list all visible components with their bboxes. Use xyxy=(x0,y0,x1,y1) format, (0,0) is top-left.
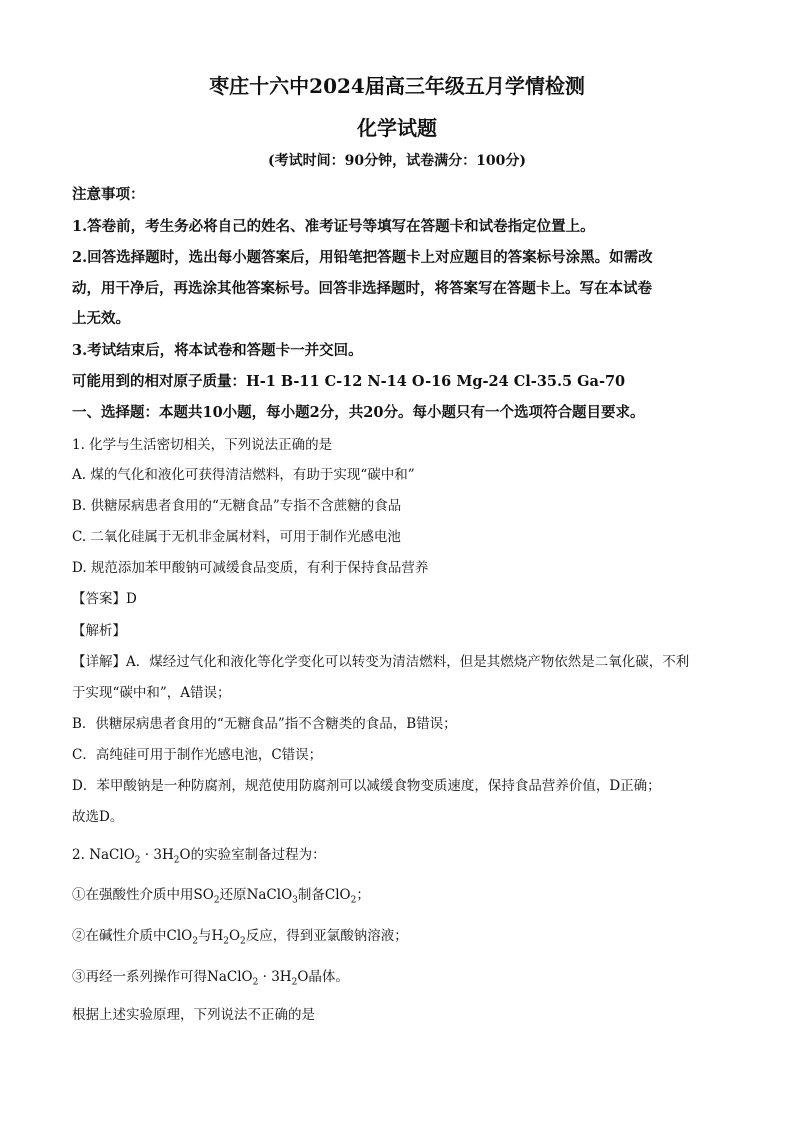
q1-option-c: C. 二氧化硅属于无机非金属材料，可用于制作光感电池 xyxy=(72,529,401,545)
q1-analysis-label: 【解析】 xyxy=(72,623,126,639)
exam-info: (考试时间：90分钟，试卷满分：100分) xyxy=(268,153,526,169)
note-item-2-line-2: 动，用干净后，再选涂其他答案标号。回答非选择题时，将答案写在答题卡上。写在本试卷 xyxy=(72,280,652,297)
q2-step-2: ②在碱性介质中ClO$_2$与$H_2O_2$反应，得到亚氯酸钠溶液； xyxy=(72,928,408,947)
q1-detail-line-2: 于实现“碳中和”，A错误； xyxy=(72,685,231,701)
q1-option-a: A. 煤的气化和液化可获得清洁燃料，有助于实现“碳中和” xyxy=(72,467,415,483)
q2-stem xyxy=(72,843,326,866)
q1-conclusion: 故选D。 xyxy=(72,809,124,825)
q2-stem-text: 的实验室制备过程为： xyxy=(190,847,326,863)
q1-answer: 【答案】D xyxy=(72,591,137,607)
exam-title: 枣庄十六中2024届高三年级五月学情检测 xyxy=(209,74,585,98)
q2-question: 根据上述实验原理，下列说法不正确的是 xyxy=(72,1007,315,1023)
q1-option-b: B. 供糖尿病患者食用的“无糖食品”专指不含蔗糖的食品 xyxy=(72,498,402,514)
q1-stem: 1. 化学与生活密切相关，下列说法正确的是 xyxy=(72,437,333,453)
q1-detail-b: B．供糖尿病患者食用的“无糖食品”指不含糖类的食品，B错误； xyxy=(72,716,457,732)
q2-step-3: ③再经一系列操作可得NaClO$_2$ · $3H_2O$晶体。 xyxy=(72,969,349,988)
q2-number: 2. xyxy=(72,847,85,863)
atomic-mass-line: 可能用到的相对原子质量：H-1 B-11 C-12 N-14 O-16 Mg-24 Cl-35.5 Ga-70 xyxy=(72,373,626,390)
note-item-2-line-3: 上无效。 xyxy=(72,310,130,327)
note-item-3: 3.考试结束后，将本试卷和答题卡一并交回。 xyxy=(72,342,363,359)
section-1-heading: 一、选择题：本题共10小题，每小题2分，共20分。每小题只有一个选项符合题目要求。 xyxy=(72,404,645,421)
q1-detail-line-1: 【详解】A．煤经过气化和液化等化学变化可以转变为清洁燃料，但是其燃烧产物依然是二氧化碳，不利 xyxy=(72,654,690,670)
note-item-2-line-1: 2.回答选择题时，选出每小题答案后，用铅笔把答题卡上对应题目的答案标号涂黑。如需改 xyxy=(72,249,653,266)
q2-formula: NaClO$_2$ · $3H_2O$ xyxy=(89,847,191,866)
q2-step-1: ①在强酸性介质中用$SO_2$还原NaClO$_3$制备ClO$_2$； xyxy=(72,887,370,906)
q1-option-d: D. 规范添加苯甲酸钠可减缓食品变质，有利于保持食品营养 xyxy=(72,560,429,576)
q1-detail-d: D．苯甲酸钠是一种防腐剂，规范使用防腐剂可以减缓食物变质速度，保持食品营养价值，D正确； xyxy=(72,778,661,794)
q1-detail-c: C．高纯硅可用于制作光感电池，C错误； xyxy=(72,747,323,763)
exam-subtitle: 化学试题 xyxy=(357,116,437,140)
notes-heading: 注意事项： xyxy=(72,186,145,203)
note-item-1: 1.答卷前，考生务必将自己的姓名、准考证号等填写在答题卡和试卷指定位置上。 xyxy=(72,218,595,235)
